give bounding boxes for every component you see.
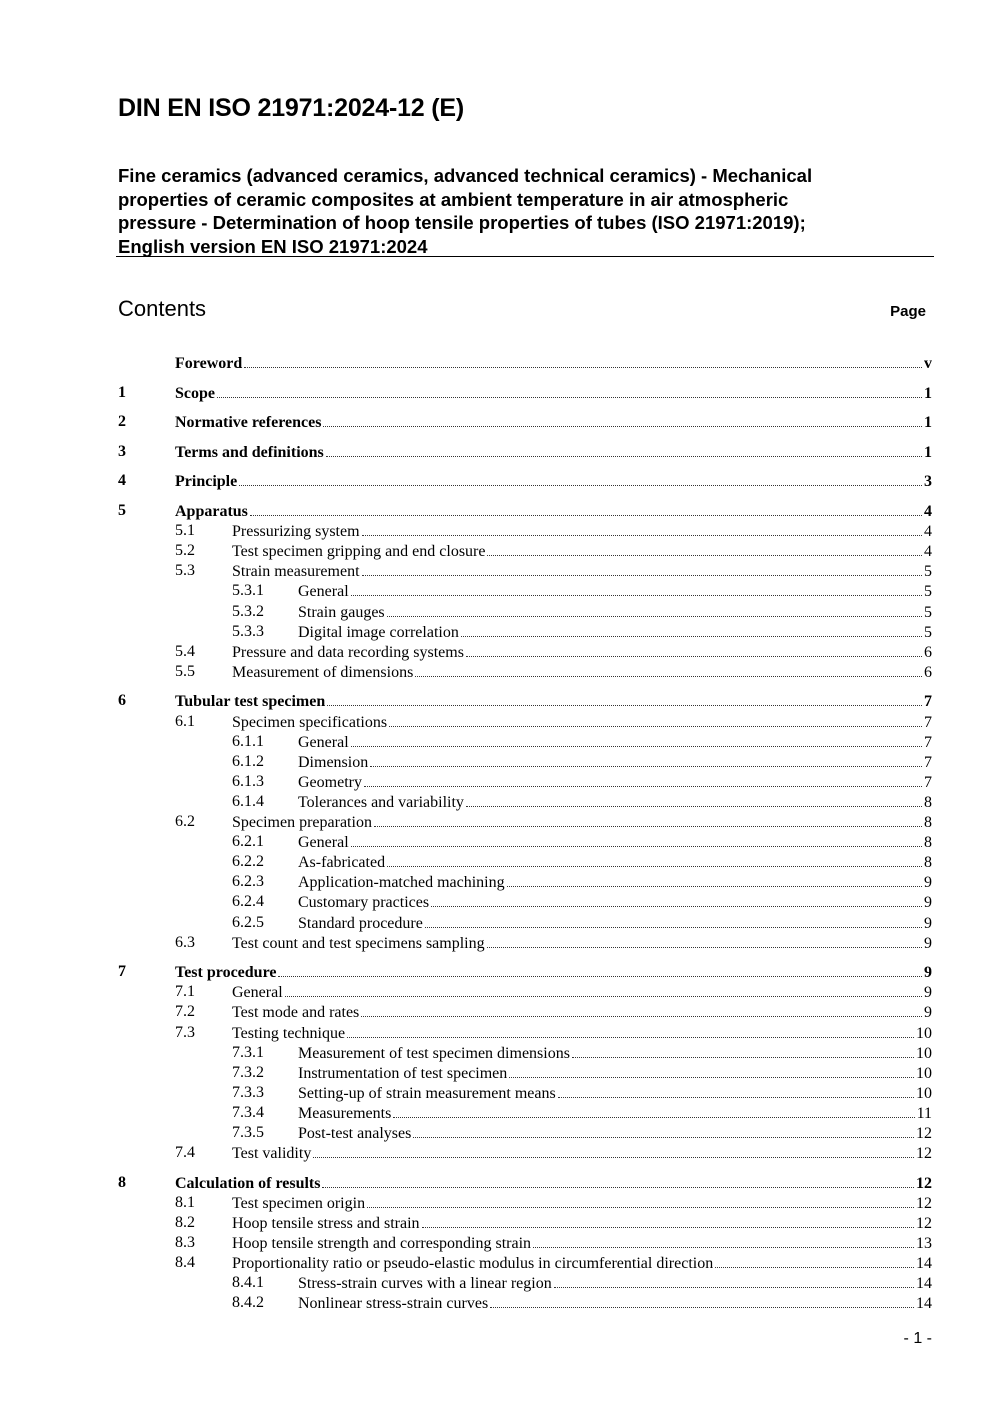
toc-entry-title: Test specimen gripping and end closure (232, 543, 486, 560)
toc-entry[interactable] (118, 732, 932, 752)
toc-entry-page: 1 (924, 444, 932, 461)
dot-leader (431, 892, 922, 907)
toc-entry-title: Setting-up of strain measurement means (298, 1085, 556, 1102)
toc-entry[interactable] (118, 521, 932, 541)
toc-entry[interactable] (118, 1023, 932, 1043)
toc-entry[interactable] (118, 1043, 932, 1063)
toc-entry[interactable] (118, 1293, 932, 1313)
toc-entry[interactable] (118, 442, 932, 462)
dot-leader (425, 913, 922, 928)
toc-entry-page: 5 (924, 624, 932, 641)
toc-entry-number: 6.1.1 (232, 733, 264, 750)
dot-leader (487, 541, 922, 556)
dot-leader (351, 732, 922, 747)
dot-leader (217, 383, 922, 398)
toc-entry-title: Pressurizing system (232, 523, 360, 540)
dot-leader (533, 1233, 914, 1248)
toc-entry[interactable] (118, 812, 932, 832)
toc-entry-number: 5.3 (175, 562, 195, 579)
toc-entry-number: 6 (118, 692, 126, 709)
toc-entry-number: 8.4.2 (232, 1294, 264, 1311)
toc-entry-title: Proportionality ratio or pseudo-elastic modulus in circumferential direction (232, 1255, 714, 1272)
dot-leader (364, 772, 922, 787)
toc-entry-title: General (298, 834, 349, 851)
toc-entry-page: 13 (916, 1235, 932, 1252)
dot-leader (370, 752, 922, 767)
toc-entry-page: 9 (924, 915, 932, 932)
toc-entry-title: Tubular test specimen (175, 693, 326, 710)
toc-entry-number: 5.5 (175, 663, 195, 680)
toc-entry-title: Measurements (298, 1105, 392, 1122)
dot-leader (507, 872, 922, 887)
dot-leader (466, 792, 922, 807)
toc-entry-title: Measurement of dimensions (232, 664, 414, 681)
toc-entry-page: 10 (916, 1025, 932, 1042)
dot-leader (351, 581, 922, 596)
toc-entry[interactable] (118, 792, 932, 812)
toc-entry-number: 7.2 (175, 1003, 195, 1020)
dot-leader (362, 521, 922, 536)
toc-entry-title: Scope (175, 385, 215, 402)
toc-entry-page: 12 (916, 1175, 932, 1192)
toc-entry[interactable] (118, 642, 932, 662)
toc-entry[interactable] (118, 772, 932, 792)
toc-entry-title: Specimen preparation (232, 814, 372, 831)
toc-entry[interactable] (118, 1002, 932, 1022)
toc-entry-page: 12 (916, 1125, 932, 1142)
dot-leader (362, 561, 922, 576)
toc-entry[interactable] (118, 1103, 932, 1123)
toc-entry-title: Strain gauges (298, 604, 385, 621)
document-id: DIN EN ISO 21971:2024-12 (E) (118, 94, 464, 122)
toc-entry-page: 10 (916, 1045, 932, 1062)
toc-entry-number: 6.3 (175, 934, 195, 951)
toc-entry-page: 4 (924, 523, 932, 540)
toc-entry-page: 4 (924, 503, 932, 520)
toc-entry[interactable] (118, 383, 932, 403)
toc-entry-number: 5.3.1 (232, 582, 264, 599)
toc-entry[interactable] (118, 501, 932, 521)
toc-entry-page: v (924, 355, 932, 372)
toc-entry-number: 7.3.4 (232, 1104, 264, 1121)
toc-entry-title: Pressure and data recording systems (232, 644, 464, 661)
toc-entry-number: 6.2.2 (232, 853, 264, 870)
toc-entry-number: 7 (118, 963, 126, 980)
toc-entry-number: 4 (118, 472, 126, 489)
toc-entry-title: Terms and definitions (175, 444, 324, 461)
toc-entry-page: 4 (924, 543, 932, 560)
dot-leader (466, 642, 922, 657)
toc-entry-page: 7 (924, 693, 932, 710)
toc-entry-page: 7 (924, 734, 932, 751)
toc-entry-title: Apparatus (175, 503, 248, 520)
toc-entry[interactable] (118, 1143, 932, 1163)
toc-entry-title: Tolerances and variability (298, 794, 464, 811)
toc-entry-page: 8 (924, 834, 932, 851)
toc-entry[interactable] (118, 913, 932, 933)
toc-entry-page: 7 (924, 714, 932, 731)
toc-entry-title: Principle (175, 473, 238, 490)
toc-entry-page: 9 (924, 935, 932, 952)
toc-entry-page: 9 (924, 1004, 932, 1021)
toc-entry-page: 9 (924, 984, 932, 1001)
dot-leader (278, 962, 922, 977)
page-column-label: Page (890, 303, 926, 320)
dot-leader (490, 1293, 914, 1308)
toc-entry-number: 8 (118, 1174, 126, 1191)
dot-leader (558, 1083, 914, 1098)
toc-entry-number: 6.2.5 (232, 914, 264, 931)
toc-entry[interactable] (118, 852, 932, 872)
toc-entry-title: Measurement of test specimen dimensions (298, 1045, 570, 1062)
toc-entry-number: 6.1 (175, 713, 195, 730)
toc-entry[interactable] (118, 712, 932, 732)
dot-leader (413, 1123, 914, 1138)
toc-entry-page: 3 (924, 473, 932, 490)
dot-leader (327, 691, 922, 706)
toc-entry-title: Geometry (298, 774, 362, 791)
toc-entry[interactable] (118, 982, 932, 1002)
dot-leader (572, 1043, 914, 1058)
toc-entry-number: 7.3.5 (232, 1124, 264, 1141)
toc-entry-number: 5.3.2 (232, 603, 264, 620)
toc-entry-number: 7.3.1 (232, 1044, 264, 1061)
toc-entry-page: 10 (916, 1065, 932, 1082)
toc-entry[interactable] (118, 933, 932, 953)
toc-entry-page: 6 (924, 644, 932, 661)
toc-entry-page: 9 (924, 964, 932, 981)
toc-entry-number: 7.4 (175, 1144, 195, 1161)
toc-entry-number: 6.2.3 (232, 873, 264, 890)
toc-entry-title: Strain measurement (232, 563, 360, 580)
toc-entry-title: Calculation of results (175, 1175, 321, 1192)
toc-entry-title: Dimension (298, 754, 369, 771)
contents-heading: Contents (118, 296, 207, 321)
toc-entry-title: Test validity (232, 1145, 312, 1162)
toc-entry-title: Nonlinear stress-strain curves (298, 1295, 489, 1312)
dot-leader (374, 812, 922, 827)
toc-entry[interactable] (118, 471, 932, 491)
toc-entry-title: Digital image correlation (298, 624, 459, 641)
toc-entry-page: 11 (916, 1105, 932, 1122)
toc-entry-title: General (298, 734, 349, 751)
toc-entry-page: 9 (924, 874, 932, 891)
toc-entry-number: 7.3.3 (232, 1084, 264, 1101)
dot-leader (367, 1193, 914, 1208)
dot-leader (285, 982, 922, 997)
toc-entry-page: 9 (924, 894, 932, 911)
toc-entry[interactable] (118, 581, 932, 601)
toc-entry-title: Normative references (175, 414, 322, 431)
toc-entry-page: 12 (916, 1195, 932, 1212)
toc-entry[interactable] (118, 602, 932, 622)
toc-entry-title: Stress-strain curves with a linear region (298, 1275, 552, 1292)
toc-entry[interactable] (118, 1123, 932, 1143)
title-divider (116, 256, 934, 257)
toc-entry-number: 6.1.4 (232, 793, 264, 810)
toc-entry[interactable] (118, 1253, 932, 1273)
toc-entry-page: 14 (916, 1255, 932, 1272)
dot-leader (461, 622, 922, 637)
toc-entry-page: 12 (916, 1145, 932, 1162)
toc-entry-page: 6 (924, 664, 932, 681)
dot-leader (422, 1213, 914, 1228)
toc-entry-title: Test specimen origin (232, 1195, 366, 1212)
dot-leader (361, 1002, 922, 1017)
toc-entry-number: 7.1 (175, 983, 195, 1000)
toc-entry-title: Test procedure (175, 964, 277, 981)
dot-leader (487, 933, 922, 948)
toc-entry[interactable] (118, 832, 932, 852)
toc-entry[interactable] (118, 353, 932, 373)
toc-entry-title: Standard procedure (298, 915, 423, 932)
toc-entry-page: 14 (916, 1275, 932, 1292)
toc-entry-number: 6.2 (175, 813, 195, 830)
toc-entry-title: Specimen specifications (232, 714, 388, 731)
toc-entry[interactable] (118, 1233, 932, 1253)
toc-entry-number: 1 (118, 384, 126, 401)
toc-entry-number: 8.1 (175, 1194, 195, 1211)
toc-entry-number: 8.4.1 (232, 1274, 264, 1291)
toc-entry-number: 2 (118, 413, 126, 430)
dot-leader (322, 1173, 914, 1188)
toc-entry-title: General (232, 984, 283, 1001)
dot-leader (393, 1103, 914, 1118)
toc-entry-page: 14 (916, 1295, 932, 1312)
toc-entry-title: Test mode and rates (232, 1004, 360, 1021)
dot-leader (239, 471, 922, 486)
toc-entry[interactable] (118, 541, 932, 561)
toc-entry-number: 8.3 (175, 1234, 195, 1251)
toc-entry[interactable] (118, 962, 932, 982)
dot-leader (313, 1143, 914, 1158)
toc-entry[interactable] (118, 1193, 932, 1213)
dot-leader (323, 412, 922, 427)
page-number: - 1 - (903, 1330, 932, 1347)
toc-entry-page: 1 (924, 385, 932, 402)
toc-entry[interactable] (118, 1173, 932, 1193)
toc-entry-page: 8 (924, 854, 932, 871)
toc-entry-number: 5.2 (175, 542, 195, 559)
document-subtitle (118, 164, 918, 258)
dot-leader (509, 1063, 914, 1078)
subtitle-line: Fine ceramics (advanced ceramics, advanced technical ceramics) - Mechanical (118, 165, 813, 186)
toc-entry-page: 12 (916, 1215, 932, 1232)
toc-entry-page: 8 (924, 814, 932, 831)
toc-entry-page: 5 (924, 604, 932, 621)
dot-leader (347, 1023, 914, 1038)
toc-entry-title: Application-matched machining (298, 874, 505, 891)
dot-leader (715, 1253, 914, 1268)
dot-leader (244, 353, 922, 368)
toc-entry[interactable] (118, 561, 932, 581)
toc-entry-number: 7.3 (175, 1024, 195, 1041)
dot-leader (326, 442, 922, 457)
dot-leader (389, 712, 922, 727)
toc-entry-page: 5 (924, 563, 932, 580)
subtitle-line: properties of ceramic composites at ambient temperature in air atmospheric (118, 188, 789, 210)
toc-entry[interactable] (118, 892, 932, 912)
toc-entry-number: 6.1.3 (232, 773, 264, 790)
toc-entry[interactable] (118, 691, 932, 711)
toc-entry-number: 8.2 (175, 1214, 195, 1231)
toc-entry-number: 6.2.1 (232, 833, 264, 850)
toc-entry-page: 7 (924, 754, 932, 771)
toc-entry-number: 6.2.4 (232, 893, 264, 910)
toc-entry-number: 5.1 (175, 522, 195, 539)
toc-entry[interactable] (118, 1083, 932, 1103)
dot-leader (554, 1273, 914, 1288)
toc-entry-page: 8 (924, 794, 932, 811)
toc-entry[interactable] (118, 1063, 932, 1083)
toc-entry-page: 1 (924, 414, 932, 431)
toc-entry-title: Foreword (175, 355, 243, 372)
toc-entry[interactable] (118, 622, 932, 642)
toc-entry-title: Customary practices (298, 894, 430, 911)
toc-entry-number: 5.4 (175, 643, 195, 660)
dot-leader (387, 602, 922, 617)
toc-entry-number: 5.3.3 (232, 623, 264, 640)
toc-entry-number: 8.4 (175, 1254, 195, 1271)
toc-entry-title: As-fabricated (298, 854, 386, 871)
toc-entry[interactable] (118, 1213, 932, 1233)
toc-entry-page: 5 (924, 583, 932, 600)
toc-entry-number: 3 (118, 443, 126, 460)
dot-leader (250, 501, 922, 516)
toc-entry-title: Testing technique (232, 1025, 346, 1042)
toc-entry[interactable] (118, 1273, 932, 1293)
toc-entry[interactable] (118, 412, 932, 432)
toc-entry-title: Hoop tensile strength and corresponding strain (232, 1235, 532, 1252)
toc-entry[interactable] (118, 662, 932, 682)
toc-entry-page: 7 (924, 774, 932, 791)
subtitle-line: pressure - Determination of hoop tensile properties of tubes (ISO 21971:2019); (118, 212, 806, 233)
toc-entry-number: 6.1.2 (232, 753, 264, 770)
toc-entry[interactable] (118, 752, 932, 772)
dot-leader (415, 662, 922, 677)
subtitle-line: English version EN ISO 21971:2024 (118, 235, 428, 257)
dot-leader (387, 852, 922, 867)
toc-entry-number: 7.3.2 (232, 1064, 264, 1081)
toc-entry-title: Instrumentation of test specimen (298, 1065, 508, 1082)
dot-leader (351, 832, 922, 847)
toc-entry-title: Test count and test specimens sampling (232, 935, 485, 952)
toc-entry-title: Post-test analyses (298, 1125, 412, 1142)
toc-entry-number: 5 (118, 502, 126, 519)
toc-entry-page: 10 (916, 1085, 932, 1102)
toc-entry-title: Hoop tensile stress and strain (232, 1215, 420, 1232)
toc-entry[interactable] (118, 872, 932, 892)
toc-entry-title: General (298, 583, 349, 600)
